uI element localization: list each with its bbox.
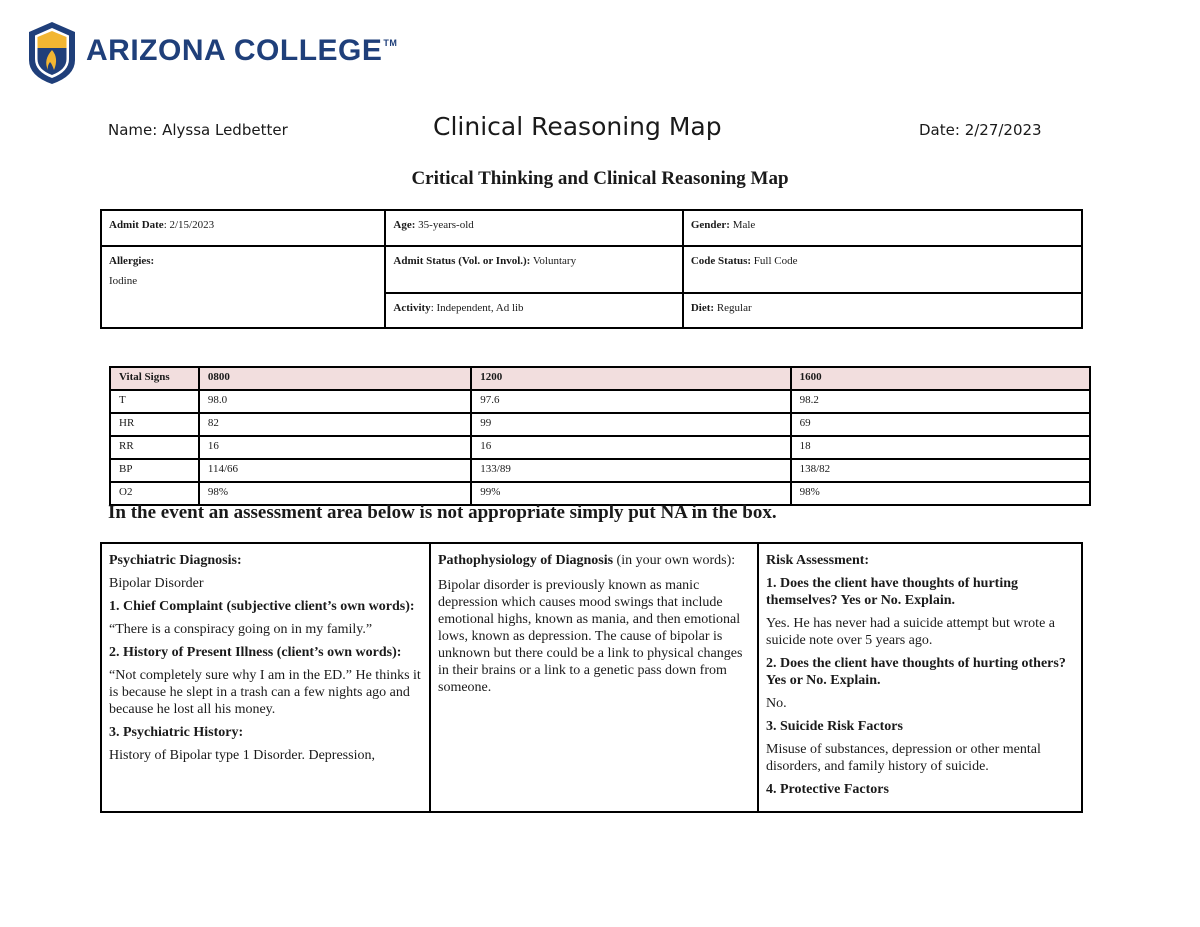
table-row bbox=[110, 413, 1090, 436]
section-text: History of Bipolar type 1 Disorder. Depression, bbox=[109, 748, 375, 763]
section-heading: 3. Suicide Risk Factors bbox=[766, 719, 903, 734]
risk-assessment-column bbox=[757, 544, 1081, 811]
section-heading: Psychiatric Diagnosis: bbox=[109, 553, 242, 568]
section-text: Yes. He has never had a suicide attempt but wrote a suicide note over 5 years ago. bbox=[766, 616, 1055, 648]
vitals-header-cell: Vital Signs bbox=[110, 367, 199, 390]
vital-label: O2 bbox=[110, 482, 199, 505]
admit-date-cell: Admit Date: 2/15/2023 bbox=[101, 210, 385, 246]
vital-value: 99% bbox=[471, 482, 790, 505]
section-heading: 4. Protective Factors bbox=[766, 782, 889, 797]
section-text: Misuse of substances, depression or other mental disorders, and family history of suicide. bbox=[766, 742, 1041, 774]
vital-value: 138/82 bbox=[791, 459, 1090, 482]
diet-cell: Diet: Regular bbox=[683, 293, 1082, 328]
section-text: Bipolar Disorder bbox=[109, 576, 204, 591]
vital-value: 98.0 bbox=[199, 390, 471, 413]
table-row bbox=[110, 459, 1090, 482]
vital-value: 16 bbox=[199, 436, 471, 459]
section-heading: 2. History of Present Illness (client’s own words): bbox=[109, 645, 402, 660]
assessment-grid bbox=[100, 542, 1083, 813]
table-row bbox=[110, 436, 1090, 459]
vital-label: T bbox=[110, 390, 199, 413]
vital-value: 98% bbox=[199, 482, 471, 505]
admit-status-cell: Admit Status (Vol. or Invol.): Voluntary bbox=[385, 246, 682, 293]
instruction-notice: In the event an assessment area below is not appropriate simply put NA in the box. bbox=[108, 502, 777, 523]
vital-value: 18 bbox=[791, 436, 1090, 459]
student-name: Name: Alyssa Ledbetter bbox=[108, 121, 288, 139]
section-heading: 1. Chief Complaint (subjective client’s own words): bbox=[109, 599, 415, 614]
section-text: “There is a conspiracy going on in my family.” bbox=[109, 622, 373, 637]
vital-value: 16 bbox=[471, 436, 790, 459]
document-subtitle: Critical Thinking and Clinical Reasoning Map bbox=[411, 168, 789, 189]
table-row bbox=[110, 390, 1090, 413]
code-status-cell: Code Status: Full Code bbox=[683, 246, 1082, 293]
section-heading: 3. Psychiatric History: bbox=[109, 725, 244, 740]
logo-wordmark: ARIZONA COLLEGE™ bbox=[86, 34, 398, 67]
vital-value: 133/89 bbox=[471, 459, 790, 482]
section-text: “Not completely sure why I am in the ED.” He thinks it is because he slept in a trash can a few nights ago and because he lost all his money. bbox=[109, 668, 421, 717]
vital-value: 99 bbox=[471, 413, 790, 436]
vitals-header-cell: 1200 bbox=[471, 367, 790, 390]
diagnosis-column bbox=[102, 544, 429, 811]
college-logo bbox=[26, 20, 398, 88]
shield-icon bbox=[26, 20, 78, 86]
gender-cell: Gender: Male bbox=[683, 210, 1082, 246]
vital-value: 69 bbox=[791, 413, 1090, 436]
vital-label: BP bbox=[110, 459, 199, 482]
vital-value: 97.6 bbox=[471, 390, 790, 413]
patient-info-table bbox=[100, 209, 1083, 329]
page-title: Clinical Reasoning Map bbox=[433, 112, 722, 141]
vital-value: 114/66 bbox=[199, 459, 471, 482]
vital-value: 98.2 bbox=[791, 390, 1090, 413]
vital-signs-table bbox=[109, 366, 1091, 506]
age-cell: Age: 35-years-old bbox=[385, 210, 682, 246]
activity-cell: Activity: Independent, Ad lib bbox=[385, 293, 682, 328]
vital-value: 82 bbox=[199, 413, 471, 436]
vital-value: 98% bbox=[791, 482, 1090, 505]
section-heading: 2. Does the client have thoughts of hurting others? Yes or No. Explain. bbox=[766, 656, 1066, 688]
section-heading: Pathophysiology of Diagnosis (in your own words): bbox=[438, 553, 736, 568]
vitals-header-cell: 1600 bbox=[791, 367, 1090, 390]
pathophysiology-column bbox=[429, 544, 757, 811]
allergies-cell: Allergies: Iodine bbox=[101, 246, 385, 328]
vitals-header-row bbox=[110, 367, 1090, 390]
document-date: Date: 2/27/2023 bbox=[919, 121, 1042, 139]
section-heading: 1. Does the client have thoughts of hurting themselves? Yes or No. Explain. bbox=[766, 576, 1019, 608]
section-heading: Risk Assessment: bbox=[766, 553, 870, 568]
section-text: No. bbox=[766, 696, 787, 711]
vitals-header-cell: 0800 bbox=[199, 367, 471, 390]
section-text: Bipolar disorder is previously known as manic depression which causes mood swings that include emotional highs, known as mania, and then emotional lows, known as depression. The cause of bipolar is unknown but there could be a link to physical changes in their brains or a link to a genetic pass down from someone. bbox=[438, 578, 743, 695]
vital-label: RR bbox=[110, 436, 199, 459]
vital-label: HR bbox=[110, 413, 199, 436]
